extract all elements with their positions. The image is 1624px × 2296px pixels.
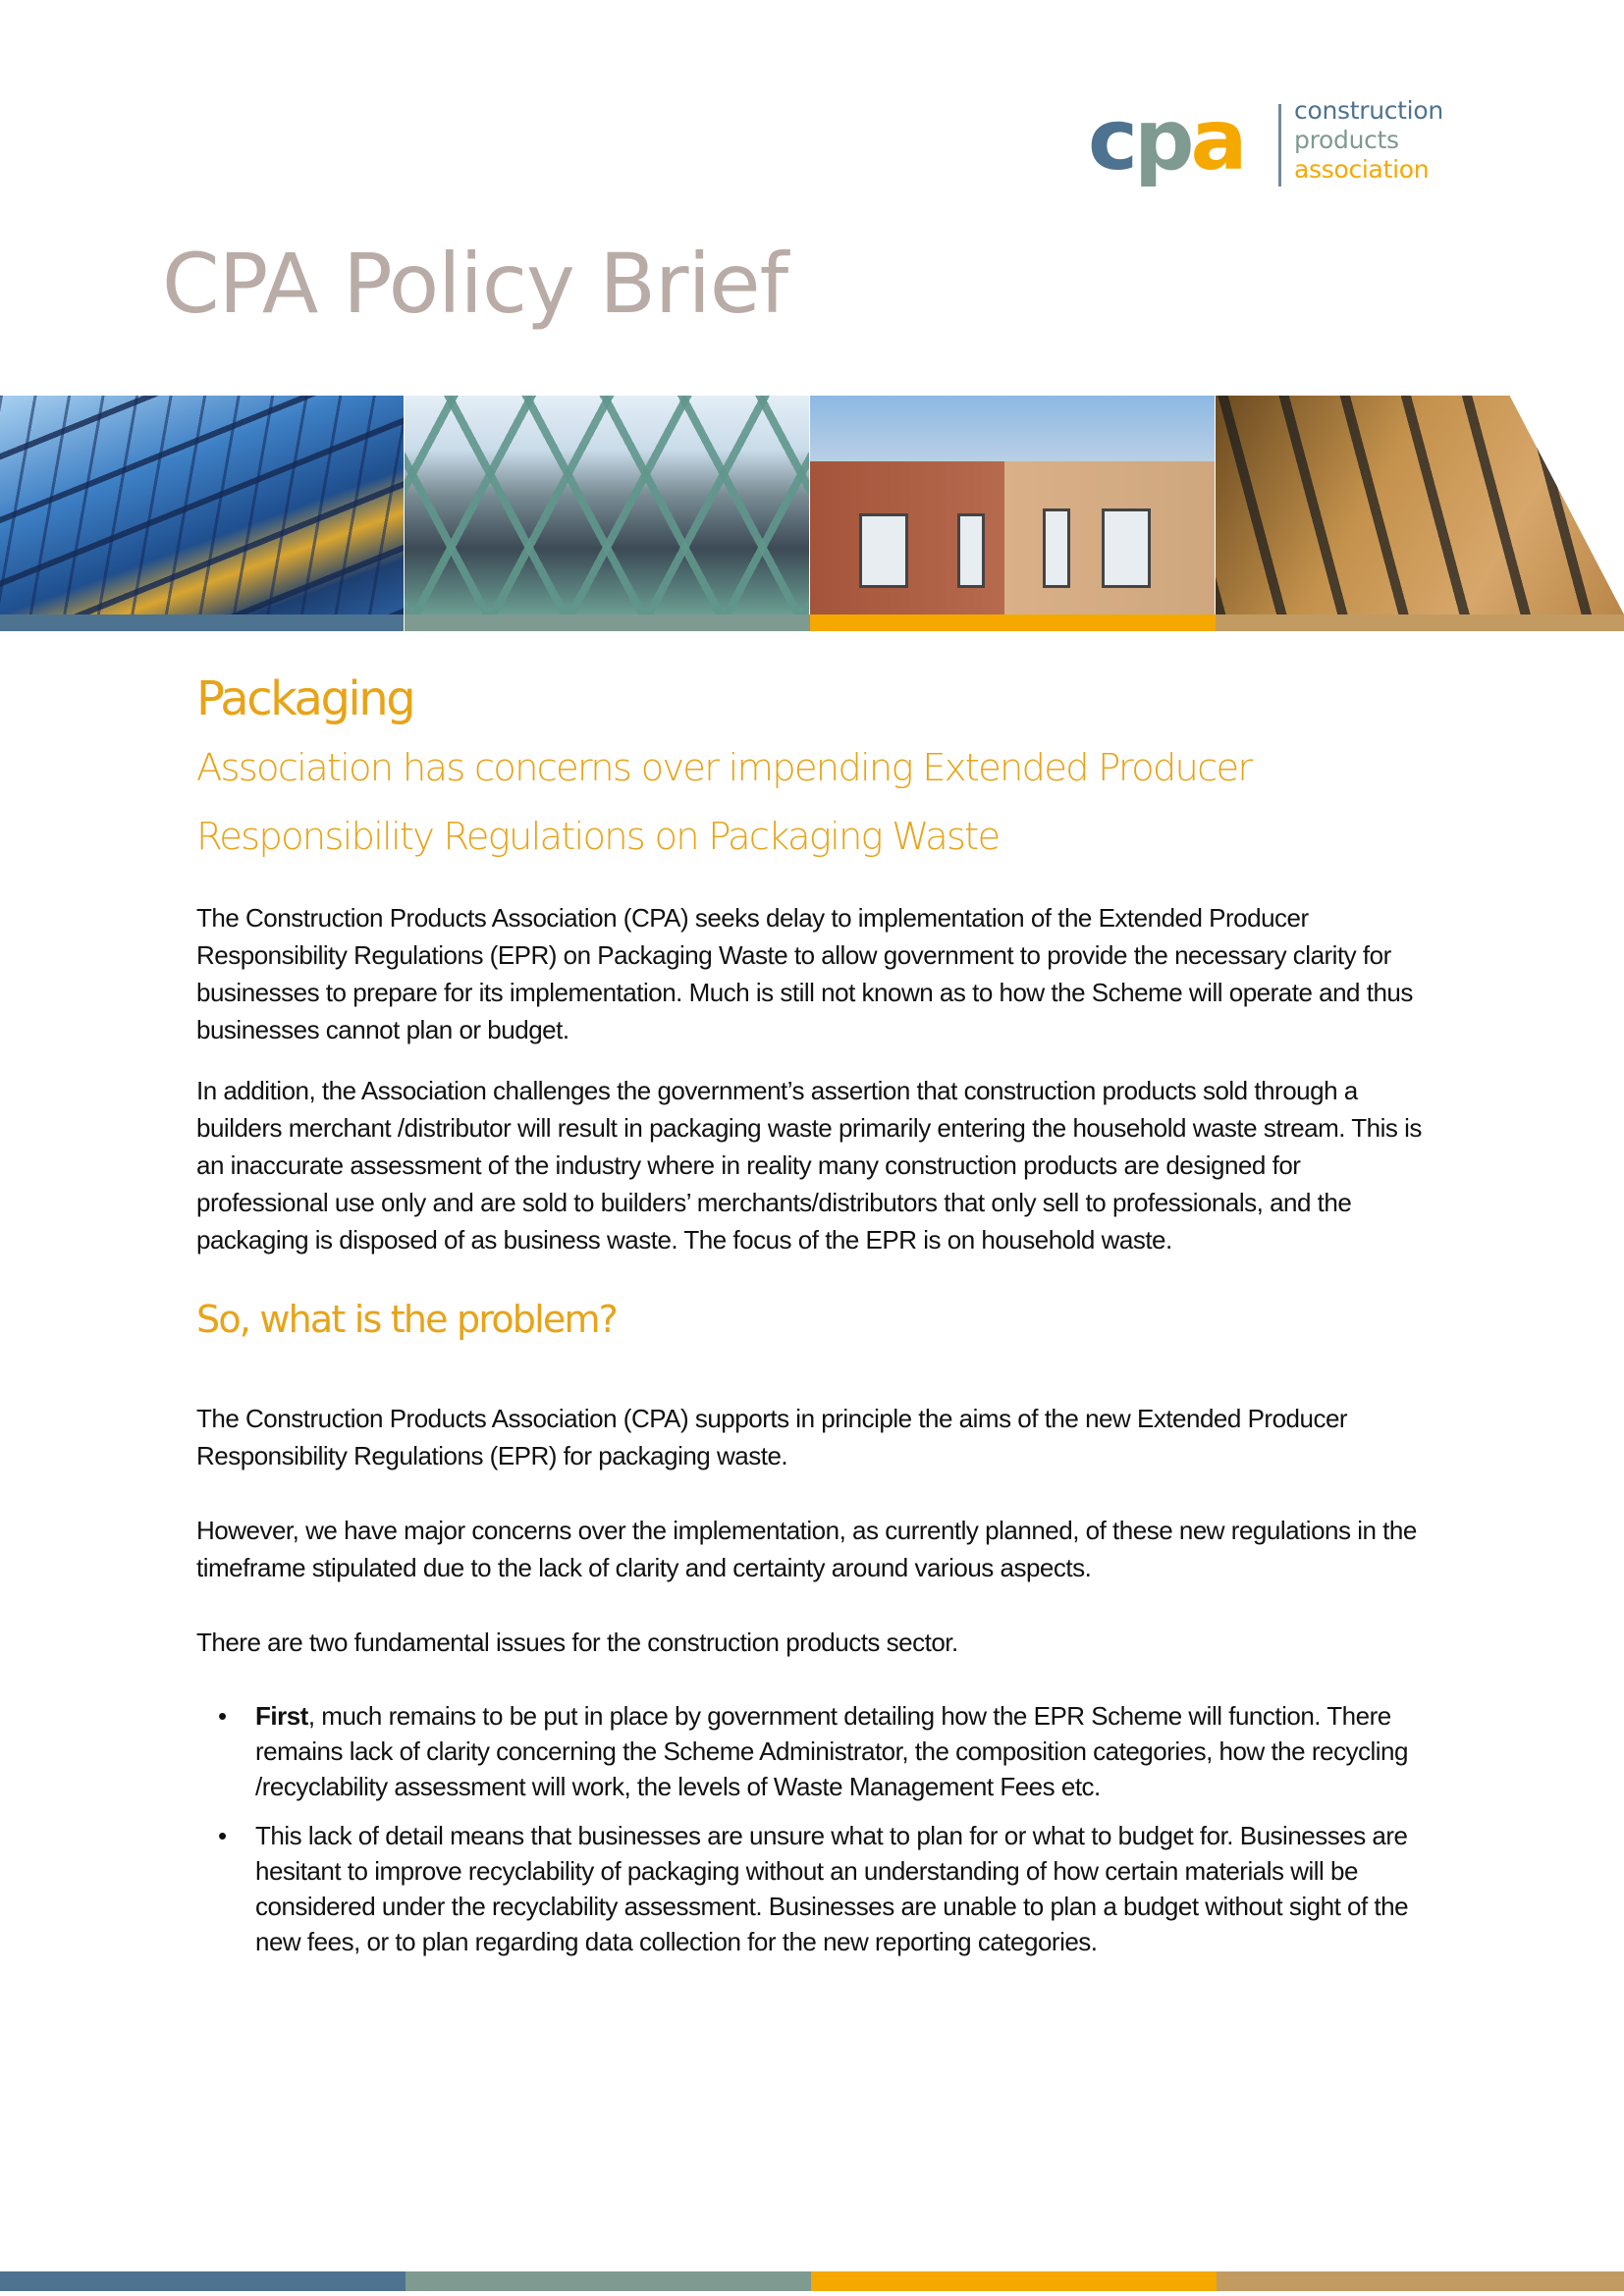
footer-strip-green bbox=[406, 2271, 811, 2291]
page-title: CPA Policy Brief bbox=[162, 236, 788, 332]
banner-strip-tan bbox=[1216, 614, 1624, 631]
logo-wordmark bbox=[1294, 96, 1443, 185]
cpa-logo bbox=[1088, 91, 1481, 194]
brick-houses-image bbox=[810, 396, 1215, 614]
logo-letter-c: c bbox=[1088, 91, 1134, 189]
bullet-icon: • bbox=[218, 1821, 227, 1850]
footer-strip-blue bbox=[0, 2271, 406, 2291]
logo-word-construction: construction bbox=[1294, 96, 1443, 125]
logo-letter-p: p bbox=[1133, 91, 1191, 189]
article bbox=[196, 667, 1424, 1973]
banner-strip-orange bbox=[810, 614, 1216, 631]
window-shape bbox=[957, 513, 985, 588]
window-shape bbox=[1102, 508, 1151, 588]
issues-list bbox=[196, 1698, 1424, 1959]
topic-heading: Packaging bbox=[196, 671, 414, 726]
bullet-text: This lack of detail means that businesses are unsure what to plan for or what to budget for. Businesses are hesitant to improve recyclability of packaging without an understanding of how certain materials will be considered under the recyclability assessment. Businesses are unable to plan a budget without sight of the new fees, or to plan regarding data collection for the new reporting categories. bbox=[255, 1821, 1409, 1956]
banner-strip-green bbox=[405, 614, 810, 631]
section-paragraph: The Construction Products Association (CPA) supports in principle the aims of the new Extended Producer Responsibility Regulations (EPR) for packaging waste. bbox=[196, 1404, 1348, 1470]
window-shape bbox=[1043, 508, 1070, 588]
steel-bridge-image bbox=[405, 396, 809, 614]
footer-strip-orange bbox=[811, 2271, 1217, 2291]
banner-strip-blue bbox=[0, 614, 404, 631]
banner bbox=[0, 396, 1624, 614]
cpa-logo-mark bbox=[1088, 91, 1244, 189]
section-heading: So, what is the problem? bbox=[196, 1298, 618, 1341]
logo-letter-a: a bbox=[1190, 91, 1244, 189]
intro-paragraph: The Construction Products Association (CPA) seeks delay to implementation of the Extended Producer Responsibility Regulations (EPR) on Packaging Waste to allow government to provide the necessary clarity for businesses to prepare for its implementation. Much is still not known as to how the Scheme will operate and thus businesses cannot plan or budget. bbox=[196, 903, 1413, 1044]
section-paragraph: However, we have major concerns over the implementation, as currently planned, of these new regulations in the timeframe stipulated due to the lack of clarity and certainty around various aspects. bbox=[196, 1516, 1417, 1582]
logo-divider bbox=[1278, 104, 1281, 187]
bullet-icon: • bbox=[218, 1701, 227, 1731]
headline: Association has concerns over impending Extended Producer Responsibility Regulations on Packaging Waste bbox=[196, 746, 1252, 859]
list-item bbox=[218, 1698, 1424, 1804]
glass-facade-image bbox=[0, 396, 404, 614]
logo-word-association: association bbox=[1294, 155, 1430, 184]
logo-word-products: products bbox=[1294, 126, 1399, 154]
intro-paragraph: In addition, the Association challenges the government’s assertion that construction products sold through a builders merchant /distributor will result in packaging waste primarily entering the household waste stream. This is an inaccurate assessment of the industry where in reality many construction products are designed for professional use only and are sold to builders’ merchants/distributors that only sell to professionals, and the packaging is disposed of as business waste. The focus of the EPR is on household waste. bbox=[196, 1076, 1422, 1255]
list-item bbox=[218, 1818, 1424, 1959]
window-shape bbox=[859, 513, 908, 588]
timber-building-image bbox=[1216, 396, 1624, 614]
footer-strip-tan bbox=[1217, 2271, 1624, 2291]
bullet-lead: First bbox=[255, 1701, 308, 1731]
bullet-text: , much remains to be put in place by government detailing how the EPR Scheme will function. There remains lack of clarity concerning the Scheme Administrator, the composition categories, how the recycling /recyclability assessment will work, the levels of Waste Management Fees etc. bbox=[255, 1701, 1408, 1801]
section-paragraph: There are two fundamental issues for the construction products sector. bbox=[196, 1628, 958, 1657]
